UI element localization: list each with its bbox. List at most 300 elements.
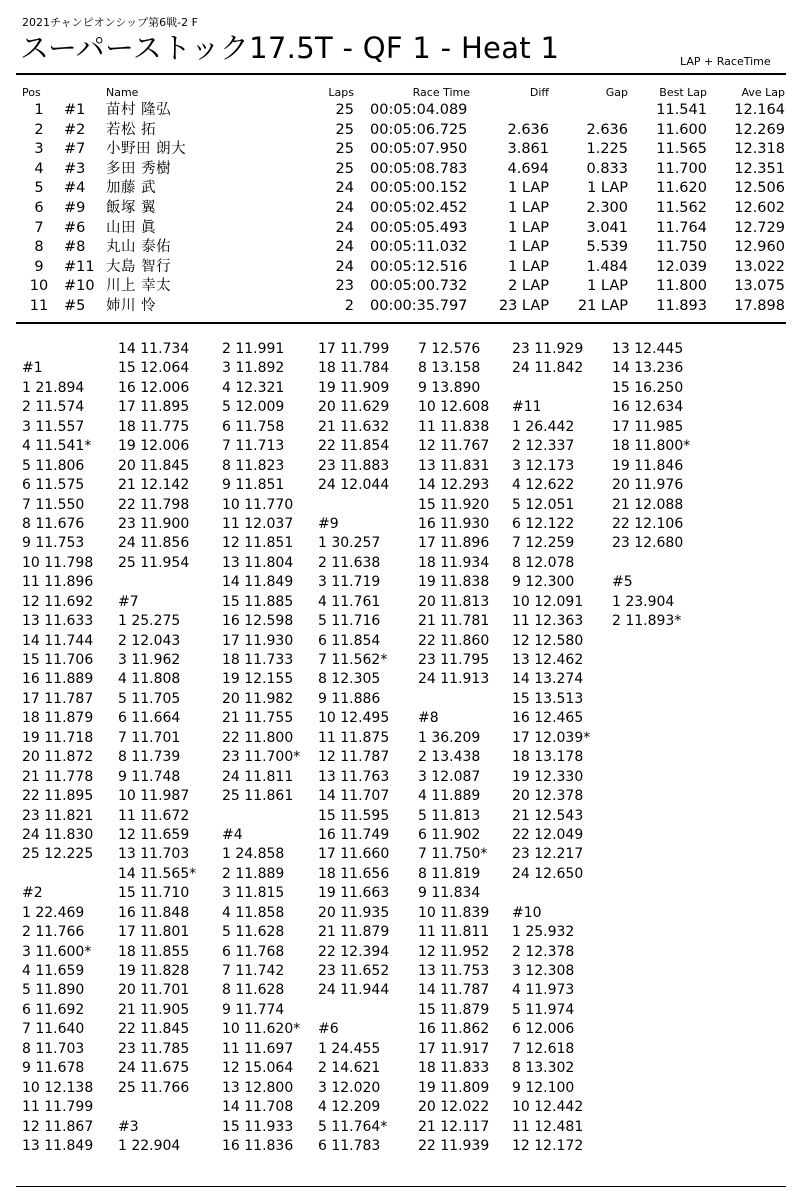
lap-entry: 21 12.142 bbox=[118, 477, 190, 494]
result-row bbox=[0, 160, 800, 180]
result-pos: 9 bbox=[34, 258, 44, 275]
lap-entry: 1 23.904 bbox=[612, 593, 675, 610]
lap-entry: 8 11.739 bbox=[118, 749, 181, 766]
lap-entry: 13 11.763 bbox=[318, 768, 390, 785]
lap-column bbox=[612, 340, 710, 632]
lap-entry: 6 11.902 bbox=[418, 826, 481, 843]
result-laps: 24 bbox=[335, 180, 354, 197]
lap-entry: 3 11.557 bbox=[22, 418, 85, 435]
result-pos: 5 bbox=[34, 180, 44, 197]
lap-entry: 12 12.172 bbox=[512, 1137, 584, 1154]
lap-entry: 4 12.321 bbox=[222, 379, 285, 396]
result-driver-name: 多田 秀樹 bbox=[106, 160, 172, 177]
lap-times-section bbox=[0, 340, 800, 1170]
result-best-lap: 11.764 bbox=[656, 219, 707, 236]
result-laps: 2 bbox=[344, 297, 354, 314]
lap-entry: 5 11.628 bbox=[222, 924, 285, 941]
lap-entry: 24 11.944 bbox=[318, 982, 390, 999]
lap-entry: 25 11.954 bbox=[118, 554, 190, 571]
lap-entry: 15 11.879 bbox=[418, 1001, 490, 1018]
header-gap: Gap bbox=[605, 86, 628, 99]
lap-entry: 2 11.991 bbox=[222, 341, 285, 357]
result-driver-name: 小野田 朗大 bbox=[106, 141, 187, 158]
result-gap: 1.484 bbox=[586, 258, 628, 275]
lap-entry: 20 11.701 bbox=[118, 982, 190, 999]
result-best-lap: 11.700 bbox=[656, 160, 707, 177]
lap-entry: 4 11.808 bbox=[118, 671, 181, 688]
lap-entry: 18 11.800* bbox=[612, 438, 691, 455]
lap-entry: 6 11.664 bbox=[118, 710, 181, 727]
result-best-lap: 12.039 bbox=[656, 258, 707, 275]
lap-entry: 22 12.106 bbox=[612, 515, 684, 532]
result-car-number: #9 bbox=[64, 199, 86, 216]
lap-entry: 10 11.798 bbox=[22, 554, 94, 571]
lap-entry: 18 11.833 bbox=[418, 1060, 490, 1077]
lap-entry: 15 16.250 bbox=[612, 379, 684, 396]
result-driver-name: 飯塚 翼 bbox=[106, 199, 157, 216]
lap-entry: 2 14.621 bbox=[318, 1060, 381, 1077]
lap-entry: 3 11.600* bbox=[22, 943, 92, 960]
lap-entry: 14 11.744 bbox=[22, 632, 94, 649]
lap-entry: 16 12.598 bbox=[222, 613, 294, 630]
header-laps: Laps bbox=[328, 86, 354, 99]
report-type-note: LAP + RaceTime bbox=[680, 55, 771, 68]
event-subtitle: 2021チャンピオンシップ第6戦-2 F bbox=[22, 16, 198, 29]
result-diff: 1 LAP bbox=[508, 239, 549, 256]
result-pos: 4 bbox=[34, 160, 44, 177]
lap-entry: 12 11.952 bbox=[418, 943, 490, 960]
lap-entry: 20 11.982 bbox=[222, 690, 294, 707]
lap-entry: 2 13.438 bbox=[418, 749, 481, 766]
lap-entry: 23 12.680 bbox=[612, 535, 684, 552]
lap-entry: 16 11.848 bbox=[118, 904, 190, 921]
spacer-line bbox=[118, 573, 216, 592]
result-ave-lap: 12.269 bbox=[734, 121, 785, 138]
lap-entry: 23 11.700* bbox=[222, 749, 301, 766]
lap-entry: 20 11.872 bbox=[22, 749, 94, 766]
lap-entry: 23 11.900 bbox=[118, 515, 190, 532]
lap-entry: 17 11.895 bbox=[118, 399, 190, 416]
lap-entry: 10 11.620* bbox=[222, 1021, 301, 1038]
lap-entry: 17 11.801 bbox=[118, 924, 190, 941]
lap-entry: 10 11.987 bbox=[118, 788, 190, 805]
lap-entry: 6 11.854 bbox=[318, 632, 381, 649]
lap-entry: 16 11.862 bbox=[418, 1021, 490, 1038]
lap-entry: 3 12.020 bbox=[318, 1079, 381, 1096]
footer-divider bbox=[16, 1186, 786, 1187]
result-pos: 11 bbox=[29, 297, 49, 314]
result-pos: 10 bbox=[29, 278, 49, 295]
lap-entry: 21 11.905 bbox=[118, 1001, 190, 1018]
lap-entry: 20 11.629 bbox=[318, 399, 390, 416]
result-best-lap: 11.750 bbox=[656, 239, 707, 256]
lap-entry: 23 11.785 bbox=[118, 1040, 190, 1057]
result-row bbox=[0, 219, 800, 239]
result-pos: 3 bbox=[34, 141, 44, 158]
lap-entry: 8 12.305 bbox=[318, 671, 381, 688]
result-race-time: 00:05:00.152 bbox=[370, 180, 468, 197]
lap-entry: 18 11.879 bbox=[22, 710, 94, 727]
lap-entry: 10 12.138 bbox=[22, 1079, 94, 1096]
car-heading: #4 bbox=[222, 826, 243, 843]
lap-entry: 8 11.819 bbox=[418, 865, 481, 882]
lap-entry: 11 11.838 bbox=[418, 418, 490, 435]
lap-entry: 14 11.707 bbox=[318, 788, 390, 805]
lap-column bbox=[418, 340, 516, 1156]
lap-entry: 21 11.781 bbox=[418, 613, 490, 630]
result-car-number: #3 bbox=[64, 160, 86, 177]
lap-entry: 9 12.100 bbox=[512, 1079, 575, 1096]
lap-entry: 18 11.855 bbox=[118, 943, 190, 960]
lap-column bbox=[118, 340, 216, 1156]
result-row bbox=[0, 140, 800, 160]
result-gap: 21 LAP bbox=[577, 297, 628, 314]
lap-entry: 24 11.913 bbox=[418, 671, 490, 688]
lap-entry: 19 12.006 bbox=[118, 438, 190, 455]
result-ave-lap: 12.351 bbox=[734, 160, 785, 177]
lap-entry: 6 12.006 bbox=[512, 1021, 575, 1038]
lap-entry: 23 11.795 bbox=[418, 652, 490, 668]
lap-entry: 23 11.929 bbox=[512, 341, 584, 357]
car-heading: #11 bbox=[512, 399, 542, 416]
lap-entry: 24 11.830 bbox=[22, 826, 94, 843]
result-driver-name: 若松 拓 bbox=[106, 121, 157, 138]
result-ave-lap: 12.318 bbox=[734, 141, 785, 158]
lap-entry: 23 11.652 bbox=[318, 963, 390, 979]
car-heading: #8 bbox=[418, 710, 439, 727]
spacer-line bbox=[22, 865, 120, 884]
lap-entry: 2 11.574 bbox=[22, 399, 85, 416]
result-laps: 24 bbox=[335, 199, 354, 216]
result-race-time: 00:00:35.797 bbox=[370, 297, 468, 314]
lap-entry: 7 12.259 bbox=[512, 535, 575, 552]
lap-entry: 24 12.650 bbox=[512, 865, 584, 882]
result-driver-name: 姉川 怜 bbox=[106, 297, 157, 314]
lap-column bbox=[222, 340, 320, 1156]
result-race-time: 00:05:05.493 bbox=[370, 219, 468, 236]
result-car-number: #1 bbox=[64, 102, 86, 118]
lap-entry: 10 12.442 bbox=[512, 1099, 584, 1116]
lap-entry: 24 11.842 bbox=[512, 360, 584, 377]
result-race-time: 00:05:11.032 bbox=[370, 239, 468, 256]
result-car-number: #10 bbox=[64, 278, 95, 295]
result-best-lap: 11.893 bbox=[656, 297, 707, 314]
lap-entry: 9 11.748 bbox=[118, 768, 181, 785]
lap-entry: 18 11.733 bbox=[222, 652, 294, 668]
lap-entry: 3 12.308 bbox=[512, 963, 575, 979]
result-car-number: #4 bbox=[64, 180, 86, 197]
lap-entry: 16 11.749 bbox=[318, 826, 390, 843]
result-diff: 4.694 bbox=[507, 160, 549, 177]
lap-entry: 5 11.705 bbox=[118, 690, 181, 707]
lap-entry: 2 11.638 bbox=[318, 554, 381, 571]
lap-entry: 17 11.917 bbox=[418, 1040, 490, 1057]
lap-entry: 9 11.834 bbox=[418, 885, 481, 902]
lap-entry: 9 11.886 bbox=[318, 690, 381, 707]
result-best-lap: 11.565 bbox=[656, 141, 707, 158]
spacer-line bbox=[318, 496, 416, 515]
lap-entry: 23 11.821 bbox=[22, 807, 94, 824]
lap-entry: 3 12.087 bbox=[418, 768, 481, 785]
spacer-line bbox=[22, 340, 120, 359]
lap-entry: 12 11.787 bbox=[318, 749, 390, 766]
lap-entry: 21 11.755 bbox=[222, 710, 294, 727]
lap-entry: 25 11.861 bbox=[222, 788, 294, 805]
lap-entry: 12 11.851 bbox=[222, 535, 294, 552]
result-driver-name: 山田 眞 bbox=[106, 219, 157, 236]
lap-entry: 13 12.445 bbox=[612, 341, 684, 357]
lap-entry: 22 11.854 bbox=[318, 438, 390, 455]
lap-entry: 24 11.675 bbox=[118, 1060, 190, 1077]
lap-entry: 14 11.734 bbox=[118, 341, 190, 357]
lap-entry: 15 11.920 bbox=[418, 496, 490, 513]
lap-entry: 13 11.849 bbox=[22, 1137, 94, 1154]
lap-entry: 8 13.302 bbox=[512, 1060, 575, 1077]
lap-entry: 2 11.766 bbox=[22, 924, 85, 941]
result-ave-lap: 13.022 bbox=[734, 258, 785, 275]
result-car-number: #11 bbox=[64, 258, 95, 275]
lap-entry: 16 12.006 bbox=[118, 379, 190, 396]
lap-entry: 2 12.337 bbox=[512, 438, 575, 455]
lap-entry: 14 11.708 bbox=[222, 1099, 294, 1116]
header-pos: Pos bbox=[22, 86, 41, 99]
lap-entry: 6 11.692 bbox=[22, 1001, 85, 1018]
result-ave-lap: 12.164 bbox=[734, 102, 785, 118]
result-pos: 6 bbox=[34, 199, 44, 216]
result-car-number: #8 bbox=[64, 239, 86, 256]
lap-entry: 2 12.378 bbox=[512, 943, 575, 960]
result-car-number: #7 bbox=[64, 141, 86, 158]
page-title: スーパーストック17.5T - QF 1 - Heat 1 bbox=[20, 31, 560, 65]
result-gap: 2.636 bbox=[586, 121, 628, 138]
lap-entry: 11 11.811 bbox=[418, 924, 490, 941]
lap-entry: 16 11.836 bbox=[222, 1137, 294, 1154]
lap-entry: 16 12.634 bbox=[612, 399, 684, 416]
result-best-lap: 11.620 bbox=[656, 180, 707, 197]
result-row bbox=[0, 121, 800, 141]
lap-entry: 11 11.875 bbox=[318, 729, 390, 746]
result-car-number: #6 bbox=[64, 219, 86, 236]
lap-entry: 15 12.064 bbox=[118, 360, 190, 377]
lap-entry: 13 11.831 bbox=[418, 457, 490, 474]
lap-entry: 14 11.849 bbox=[222, 574, 294, 591]
lap-entry: 4 12.209 bbox=[318, 1099, 381, 1116]
lap-entry: 18 11.656 bbox=[318, 865, 390, 882]
results-header bbox=[0, 86, 800, 100]
lap-entry: 18 11.934 bbox=[418, 554, 490, 571]
result-ave-lap: 12.602 bbox=[734, 199, 785, 216]
lap-entry: 4 11.761 bbox=[318, 593, 381, 610]
lap-entry: 3 11.892 bbox=[222, 360, 285, 377]
results-table bbox=[0, 101, 800, 317]
result-diff: 3.861 bbox=[507, 141, 549, 158]
result-gap: 1.225 bbox=[586, 141, 628, 158]
car-heading: #7 bbox=[118, 593, 139, 610]
lap-entry: 15 11.595 bbox=[318, 807, 390, 824]
lap-entry: 9 11.851 bbox=[222, 477, 285, 494]
lap-entry: 12 11.692 bbox=[22, 593, 94, 610]
lap-entry: 11 12.363 bbox=[512, 613, 584, 630]
lap-entry: 22 11.939 bbox=[418, 1137, 490, 1154]
result-race-time: 00:05:06.725 bbox=[370, 121, 468, 138]
lap-entry: 5 12.009 bbox=[222, 399, 285, 416]
lap-entry: 6 11.768 bbox=[222, 943, 285, 960]
result-ave-lap: 12.506 bbox=[734, 180, 785, 197]
lap-entry: 5 11.974 bbox=[512, 1001, 575, 1018]
result-driver-name: 加藤 武 bbox=[106, 180, 157, 197]
result-laps: 25 bbox=[335, 141, 354, 158]
car-heading: #2 bbox=[22, 885, 43, 902]
result-pos: 7 bbox=[34, 219, 44, 236]
result-driver-name: 苗村 隆弘 bbox=[106, 102, 172, 118]
result-diff: 1 LAP bbox=[508, 199, 549, 216]
lap-entry: 3 11.719 bbox=[318, 574, 381, 591]
lap-entry: 17 12.039* bbox=[512, 729, 591, 746]
lap-entry: 5 11.813 bbox=[418, 807, 481, 824]
lap-entry: 13 12.462 bbox=[512, 652, 584, 668]
lap-entry: 22 11.798 bbox=[118, 496, 190, 513]
lap-entry: 15 11.710 bbox=[118, 885, 190, 902]
lap-entry: 22 11.860 bbox=[418, 632, 490, 649]
lap-entry: 1 22.469 bbox=[22, 904, 85, 921]
result-ave-lap: 12.729 bbox=[734, 219, 785, 236]
lap-entry: 15 11.706 bbox=[22, 652, 94, 668]
lap-entry: 9 12.300 bbox=[512, 574, 575, 591]
title-divider bbox=[16, 73, 786, 75]
lap-entry: 1 30.257 bbox=[318, 535, 381, 552]
lap-entry: 25 12.225 bbox=[22, 846, 94, 863]
result-ave-lap: 12.960 bbox=[734, 239, 785, 256]
lap-entry: 1 22.904 bbox=[118, 1137, 181, 1154]
lap-entry: 22 11.895 bbox=[22, 788, 94, 805]
lap-entry: 11 11.896 bbox=[22, 574, 94, 591]
car-heading: #6 bbox=[318, 1021, 339, 1038]
result-laps: 24 bbox=[335, 219, 354, 236]
lap-entry: 5 11.716 bbox=[318, 613, 381, 630]
lap-entry: 7 12.618 bbox=[512, 1040, 575, 1057]
lap-entry: 4 11.889 bbox=[418, 788, 481, 805]
lap-entry: 24 12.044 bbox=[318, 477, 390, 494]
lap-entry: 7 12.576 bbox=[418, 341, 481, 357]
header-race-time: Race Time bbox=[412, 86, 470, 99]
lap-entry: 9 13.890 bbox=[418, 379, 481, 396]
lap-entry: 7 11.640 bbox=[22, 1021, 85, 1038]
lap-entry: 23 12.217 bbox=[512, 846, 584, 863]
result-row bbox=[0, 258, 800, 278]
lap-entry: 20 11.845 bbox=[118, 457, 190, 474]
result-gap: 1 LAP bbox=[587, 278, 628, 295]
lap-entry: 20 12.378 bbox=[512, 788, 584, 805]
result-race-time: 00:05:04.089 bbox=[370, 102, 468, 118]
result-diff: 2.636 bbox=[507, 121, 549, 138]
result-race-time: 00:05:00.732 bbox=[370, 278, 468, 295]
lap-entry: 1 25.932 bbox=[512, 924, 575, 941]
car-heading: #5 bbox=[612, 574, 633, 591]
lap-entry: 15 11.885 bbox=[222, 593, 294, 610]
lap-entry: 6 11.783 bbox=[318, 1137, 381, 1154]
lap-entry: 13 11.753 bbox=[418, 963, 490, 979]
lap-entry: 4 11.541* bbox=[22, 438, 92, 455]
lap-entry: 7 11.562* bbox=[318, 652, 388, 668]
result-best-lap: 11.600 bbox=[656, 121, 707, 138]
lap-entry: 15 11.933 bbox=[222, 1118, 294, 1135]
result-best-lap: 11.800 bbox=[656, 278, 707, 295]
lap-entry: 7 11.713 bbox=[222, 438, 285, 455]
lap-entry: 16 11.930 bbox=[418, 515, 490, 532]
result-best-lap: 11.562 bbox=[656, 199, 707, 216]
lap-entry: 1 25.275 bbox=[118, 613, 181, 630]
lap-entry: 18 11.775 bbox=[118, 418, 190, 435]
result-driver-name: 丸山 泰佑 bbox=[106, 239, 172, 256]
lap-entry: 21 12.543 bbox=[512, 807, 584, 824]
result-ave-lap: 17.898 bbox=[734, 297, 785, 314]
lap-entry: 1 36.209 bbox=[418, 729, 481, 746]
lap-entry: 13 11.633 bbox=[22, 613, 94, 630]
lap-entry: 15 13.513 bbox=[512, 690, 584, 707]
lap-entry: 21 11.632 bbox=[318, 418, 390, 435]
lap-entry: 21 12.117 bbox=[418, 1118, 490, 1135]
result-race-time: 00:05:07.950 bbox=[370, 141, 468, 158]
result-laps: 23 bbox=[335, 278, 354, 295]
result-gap: 3.041 bbox=[586, 219, 628, 236]
lap-entry: 10 12.495 bbox=[318, 710, 390, 727]
lap-entry: 14 11.565* bbox=[118, 865, 197, 882]
lap-column bbox=[512, 340, 610, 1156]
lap-entry: 17 11.787 bbox=[22, 690, 94, 707]
lap-entry: 2 11.889 bbox=[222, 865, 285, 882]
lap-entry: 12 15.064 bbox=[222, 1060, 294, 1077]
lap-entry: 19 11.909 bbox=[318, 379, 390, 396]
lap-entry: 14 12.293 bbox=[418, 477, 490, 494]
lap-column bbox=[22, 340, 120, 1156]
lap-entry: 1 21.894 bbox=[22, 379, 85, 396]
result-car-number: #5 bbox=[64, 297, 86, 314]
lap-entry: 3 11.815 bbox=[222, 885, 285, 902]
lap-entry: 13 12.800 bbox=[222, 1079, 294, 1096]
lap-entry: 9 11.774 bbox=[222, 1001, 285, 1018]
result-laps: 24 bbox=[335, 239, 354, 256]
result-row bbox=[0, 199, 800, 219]
result-race-time: 00:05:02.452 bbox=[370, 199, 468, 216]
lap-entry: 22 11.845 bbox=[118, 1021, 190, 1038]
lap-entry: 4 11.659 bbox=[22, 963, 85, 979]
lap-entry: 10 11.770 bbox=[222, 496, 294, 513]
lap-entry: 8 11.703 bbox=[22, 1040, 85, 1057]
result-row bbox=[0, 277, 800, 297]
lap-entry: 3 12.173 bbox=[512, 457, 575, 474]
result-pos: 2 bbox=[34, 121, 44, 138]
lap-entry: 19 11.828 bbox=[118, 963, 190, 979]
lap-entry: 19 11.846 bbox=[612, 457, 684, 474]
lap-entry: 8 11.823 bbox=[222, 457, 285, 474]
lap-entry: 9 11.678 bbox=[22, 1060, 85, 1077]
lap-column bbox=[318, 340, 416, 1156]
lap-entry: 21 12.088 bbox=[612, 496, 684, 513]
result-pos: 1 bbox=[34, 102, 44, 118]
spacer-line bbox=[418, 690, 516, 709]
lap-entry: 5 12.051 bbox=[512, 496, 575, 513]
lap-entry: 1 26.442 bbox=[512, 418, 575, 435]
lap-entry: 19 12.330 bbox=[512, 768, 584, 785]
lap-entry: 11 12.037 bbox=[222, 515, 294, 532]
header-name: Name bbox=[106, 86, 139, 99]
lap-entry: 4 12.622 bbox=[512, 477, 575, 494]
lap-entry: 17 11.799 bbox=[318, 341, 390, 357]
lap-entry: 12 11.867 bbox=[22, 1118, 94, 1135]
lap-entry: 7 11.550 bbox=[22, 496, 85, 513]
results-divider bbox=[16, 322, 786, 324]
lap-entry: 8 12.078 bbox=[512, 554, 575, 571]
